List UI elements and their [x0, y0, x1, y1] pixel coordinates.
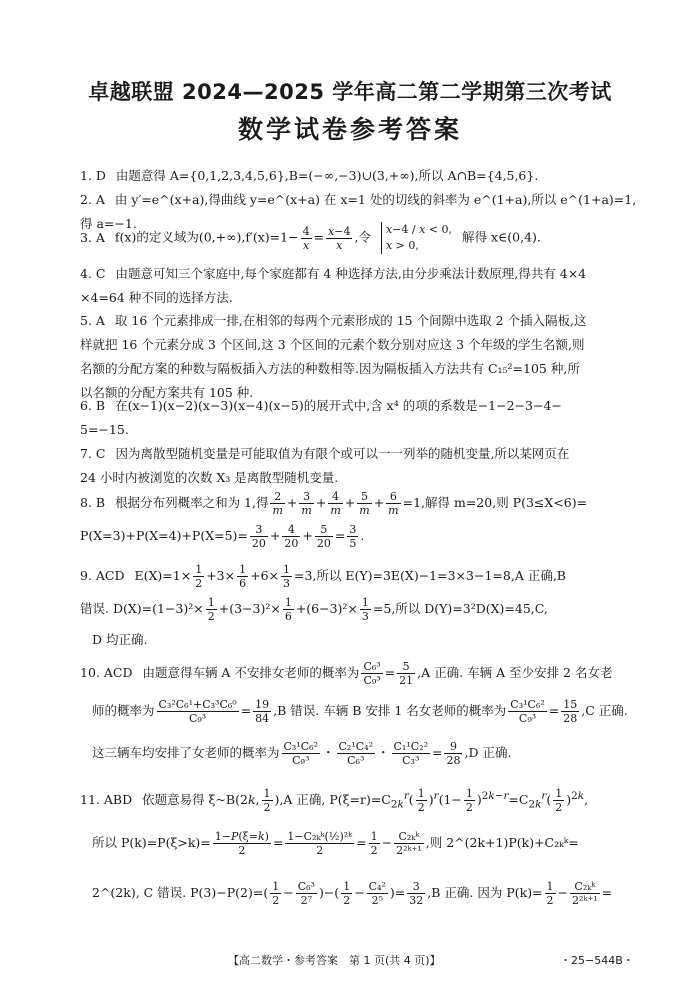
answer-7-continued: 24 小时内被浏览的次数 X₃ 是离散型随机变量.: [80, 470, 339, 485]
answer-6-continued: 5=−15.: [80, 422, 129, 437]
answer-9-line-3: D 均正确.: [92, 632, 148, 647]
answer-text: 解得 x∈(0,4).: [462, 229, 541, 245]
answer-text: .: [360, 528, 365, 543]
answer-number: 10. ACD: [80, 665, 133, 680]
answer-text: =5,所以 D(Y)=3²D(X)=45,C,: [372, 601, 548, 616]
answer-number: 2. A: [80, 192, 105, 207]
answer-10-continued: 师的概率为 $\frac{\text{C₃²C₆¹+C₃³C₆⁰}}{\text{C₉³}}$ = $\frac{19}{84}$ ,B 错误. 车辆 B 安排 1 名女老师的概率为 $\frac{\text{C₃¹C₆²}}{\text{C₉³}}$ = $\frac{15}{28}$ ,C 正确.: [92, 698, 628, 725]
answer-text: 由 y′=e^(x+a),得曲线 y=e^(x+a) 在 x=1 处的切线的斜率为 e^(1+a),所以 e^(1+a)=1,得 a=−1.: [80, 192, 637, 231]
answer-text: ,则 2^(2k+1)P(k)+C₂ₖᵏ=: [425, 835, 579, 850]
answer-8-continued: P(X=3)+P(X=4)+P(X=5)= $\frac{3}{20}$ + $\frac{4}{20}$ + $\frac{5}{20}$ = $\frac{3}{5}$ .: [80, 523, 365, 550]
answer-text: 师的概率为: [92, 703, 155, 718]
answer-10: 10. ACD 由题意得车辆 A 不安排女老师的概率为 $\frac{\text{C₆³}}{\text{C₉³}}$ = $\frac{5}{21}$ ,A 正确. 车辆 A 至少安排 2 名女老: [80, 660, 613, 687]
answer-number: 3. A: [80, 229, 105, 245]
answer-3: 3. A f(x)的定义域为(0,+∞),f′(x)=1− $\frac{4}{x}$ = $\frac{x-4}{x}$ ,令 x−4 / x < 0, x > 0, 解得 x∈(0,4).: [80, 223, 541, 252]
document-code: ・25−544B・: [560, 954, 634, 967]
answer-number: 4. C: [80, 266, 106, 281]
answer-11-continued: 所以 P(k)=P(ξ>k)= $\frac{1-P(\xi=k)}{2}$ = $\frac{\text{1−C₂ₖᵏ(½)²ᵏ}}{2}$ = $\frac{1}{2}$ − $\frac{\text{C₂ₖᵏ}}{\text{2²ᵏ⁺¹}}$ ,则 2^(2k+1)P(k)+C₂ₖᵏ=: [92, 830, 579, 857]
answer-text: ,C 正确.: [581, 703, 628, 718]
page-footer: 【高二数学・参考答案 第 1 页(共 4 页)】: [228, 954, 441, 967]
answer-number: 7. C: [80, 446, 106, 461]
answer-5-line-4: 以名额的分配方案共有 105 种.: [80, 385, 254, 400]
fraction: $\frac{x-4}{x}$: [328, 224, 351, 252]
answer-11: 11. ABD 依题意易得 ξ~B(2k, $\frac{1}{2}$ ),A 正确, $P(\xi=r)=C_{2k}^r$( $\frac{1}{2}$ )$^r$(1− $\frac{1}{2}$ )$^{2k-r}=C_{2k}^r$( $\frac{1}{2}$ )$^{2k}$,: [80, 787, 589, 815]
answer-text: 依题意易得 ξ~B: [142, 792, 236, 808]
answer-5: [80, 309, 640, 333]
answer-number: 6. B: [80, 398, 106, 413]
answer-text: 错误. D(X)=(1−3)²×: [80, 601, 204, 616]
answer-text: ,A 正确, P(ξ=r)=C: [279, 792, 391, 808]
answer-text: =1,解得 m=20,则 P(3≤X<6)=: [402, 495, 588, 510]
answer-text: 由题意得 A={0,1,2,3,4,5,6},B=(−∞,−3)∪(3,+∞),所以 A∩B={4,5,6}.: [115, 168, 539, 183]
answer-text: 由题意可知三个家庭中,每个家庭都有 4 种选择方法,由分步乘法计数原理,得共有 4×4: [115, 266, 587, 281]
answer-text: ,令: [354, 229, 371, 245]
page-subtitle: 数学试卷参考答案: [237, 115, 462, 144]
answer-9-continued: 错误. D(X)=(1−3)²× $\frac{1}{2}$ +(3−3)²× $\frac{1}{6}$ +(6−3)²× $\frac{1}{3}$ =5,所以 D(Y)=3²D(X)=45,C,: [80, 596, 548, 623]
answer-text: =3,所以 E(Y)=3E(X)−1=3×3−1=8,A 正确,B: [294, 568, 566, 583]
answer-text: 由题意得车辆 A 不安排女老师的概率为: [142, 665, 360, 680]
answer-4-continued: ×4=64 种不同的选择方法.: [80, 290, 233, 305]
answer-number: 11. ABD: [80, 792, 133, 808]
answer-text: P(X=3)+P(X=4)+P(X=5)=: [80, 528, 248, 543]
answer-text: ,: [584, 792, 589, 808]
answer-text: 取 16 个元素排成一排,在相邻的每两个元素形成的 15 个间隙中选取 2 个插入隔板,这: [114, 313, 587, 328]
answer-text: ,D 正确.: [464, 745, 512, 760]
answer-1: [80, 164, 640, 188]
answer-text: ,A 正确. 车辆 A 至少安排 2 名女老: [417, 665, 613, 680]
answer-text: E(X)=1×: [134, 568, 192, 583]
fraction: $\frac{4}{x}$: [302, 224, 310, 252]
answer-text: 所以 P(k)=P(ξ>k)=: [92, 835, 211, 850]
answer-text: 这三辆车均安排了女老师的概率为: [92, 745, 280, 760]
answer-text: 根据分布列概率之和为 1,得: [115, 495, 269, 510]
answer-6: [80, 394, 640, 418]
page-title: 卓越联盟 2024—2025 学年高二第二学期第三次考试: [88, 80, 612, 104]
answer-9: 9. ACD E(X)=1× $\frac{1}{2}$ +3× $\frac{1}{6}$ +6× $\frac{1}{3}$ =3,所以 E(Y)=3E(X)−1=3×3−1=8,A 正确,B: [80, 563, 566, 590]
answer-number: 8. B: [80, 495, 106, 510]
answer-11-line-3: 2^(2k), C 错误. P(3)−P(2)=( $\frac{1}{2}$ − $\frac{\text{C₆³}}{\text{2⁷}}$ )−( $\frac{1}{2}$ − $\frac{\text{C₄²}}{\text{2⁵}}$ )= $\frac{3}{32}$ ,B 正确. 因为 P(k)= $\frac{1}{2}$ − $\frac{\text{C₂ₖᵏ}}{\text{2²ᵏ⁺¹}}$ =: [92, 880, 613, 907]
answer-text: 在(x−1)(x−2)(x−3)(x−4)(x−5)的展开式中,含 x⁴ 的项的系数是−1−2−3−4−: [115, 398, 562, 413]
answer-5-line-3: 名额的分配方案的种数与隔板插入方法的种数相等.因为隔板插入方法共有 C₁₅²=105 种,所: [80, 361, 580, 376]
answer-number: 5. A: [80, 313, 105, 328]
answer-5-line-2: 样就把 16 个元素分成 3 个区间,这 3 个区间的元素个数分别对应这 3 个年级的学生名额,则: [80, 337, 585, 352]
answer-text: ,B 错误. 车辆 B 安排 1 名女老师的概率为: [273, 703, 507, 718]
answer-text: ,B 正确. 因为 P(k)=: [427, 885, 543, 900]
answer-8: 8. B 根据分布列概率之和为 1,得 $\frac{2}{m}$ + $\frac{3}{m}$ + $\frac{4}{m}$ + $\frac{5}{m}$ + $\frac{6}{m}$ =1,解得 m=20,则 P(3≤X<6)=: [80, 490, 588, 517]
answer-7: [80, 442, 640, 466]
answer-text: 2^(2k), C 错误. P(3)−P(2)=: [92, 885, 264, 900]
answer-number: 9. ACD: [80, 568, 125, 583]
answer-10-line-3: 这三辆车均安排了女老师的概率为 $\frac{\text{C₃¹C₆²}}{\text{C₉³}}$ ・ $\frac{\text{C₂¹C₄²}}{\text{C₆³}}$ ・ $\frac{\text{C₁¹C₂²}}{\text{C₃³}}$ = $\frac{9}{28}$ ,D 正确.: [92, 740, 512, 767]
answer-text: f(x)的定义域为(0,+∞),f′(x)=1−: [114, 229, 299, 245]
answer-number: 1. D: [80, 168, 106, 183]
answer-4: [80, 262, 640, 286]
answer-text: 因为离散型随机变量是可能取值为有限个或可以一一列举的随机变量,所以某网页在: [115, 446, 570, 461]
inequality-system: x−4 / x < 0, x > 0,: [381, 222, 452, 254]
